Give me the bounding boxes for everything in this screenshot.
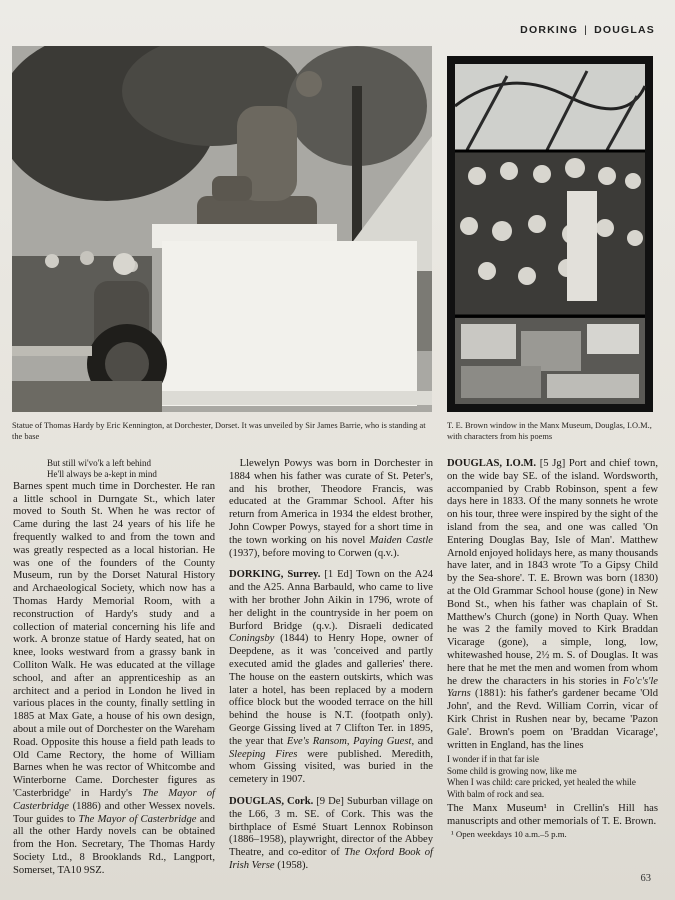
verse-line: When I was child: care pricked, yet healed the while: [447, 777, 636, 788]
photo-caption: Statue of Thomas Hardy by Eric Kennington, at Dorchester, Dorset. It was unveiled by Sir James Barrie, who is standing at the base: [12, 421, 426, 441]
running-header: [520, 24, 655, 36]
header-separator: |: [584, 24, 589, 36]
book-title: Coningsby: [229, 633, 275, 645]
book-title: The Mayor of Casterbridge: [13, 787, 215, 812]
text-run: [5 Jg] Port and chief town, on the wide bay SE. of the island. Wordsworth, accompanied by Crabb Robinson, spent a few days here in 1833. Of the many sonnets he wrote on his tour, three were inspired by the sight of the island from the sea, and one was called 'On Entering Douglas Bay, Isle of Man'. Matthew Arnold enjoyed holidays here, as many thousands have later, and in 1843 wrote 'To a Gipsy Child by the Sea-shore'. T. E. Brown was born (1830) at the Old Grammar School house (gone) in New Bond St., when his father was chaplain of St. Matthew's Church (gone) in North Quay. When he was 2 the family moved to Kirk Braddan Vicarage (gone), a simple, long, low, whitewashed house, 2½ m. S. of Douglas. It was here that he met the men and women from whom he drew the characters in his stories in: [447, 458, 658, 687]
text-run: Barnes spent much time in Dorchester. He ran a little school in Durngate St., which later moved to South St. When he was rector of Came during the last 24 years of his life he frequently walked to and from the town and was greatly respected as a local historian. He was one of the founders of the County Museum, run by the Dorset Natural History and Archaeological Society, which now has a Thomas Hardy Memorial Room, with a reconstruction of Hardy's study and a collection of material concerning his life and work. A bronze statue of Hardy seated, hat on knee, looks westward from a grassy bank in Colliton Walk. He was educated at the village school, and after an apprenticeship as an architect and a period in London he lived in various places in the county, finally settling in 1885 at Max Gate, a house of his own design, about a mile out of Dorchester on the Wareham Road. Opposite this house a field path leads to Old Came Rectory, the home of William Barnes when he was rector of Whitcombe and Winterborne Came. Dorchester figures as 'Casterbridge' in Hardy's: [13, 480, 215, 799]
window-caption: T. E. Brown window in the Manx Museum, Douglas, I.O.M., with characters from his poems: [447, 421, 652, 441]
book-title: Sleeping Fires: [229, 748, 298, 760]
text-run: were published. Meredith, whom Gissing visited, was buried in the cemetery in 1907.: [229, 748, 433, 786]
entry-heading: DOUGLAS, I.O.M.: [447, 458, 537, 469]
text-run: [9 De] Suburban village on the L66, 3 m. SE. of Cork. This was the birthplace of Esmé Stuart Lennox Robinson (1886–1958), playwright, director of the Abbey Theatre, and co-editor of: [229, 795, 433, 859]
page-number: 63: [640, 873, 651, 884]
header-left: DORKING: [520, 24, 579, 36]
entry-heading: DORKING, Surrey.: [229, 569, 321, 581]
book-title: The Oxford Book of Irish Verse: [229, 847, 433, 871]
powys-paragraph: [229, 458, 433, 560]
text-run: Llewelyn Powys was born in Dorchester in 1884 when his father was curate of St. Peter's, and his brother, Theodore Francis, was educated at the Grammar School. After his return from America in 1934 the eldest brother, John Cowper Powys, stayed for a short time in the town working on his novel: [229, 458, 433, 546]
douglas-cork-entry: [229, 796, 433, 873]
dorking-entry: [229, 569, 433, 787]
stained-glass-window: [447, 56, 653, 412]
barnes-paragraph: [13, 481, 215, 878]
verse-line: Some child is growing now, like me: [447, 765, 577, 776]
text-run: (1937), before moving to Corwen (q.v.).: [229, 547, 400, 559]
hardy-statue-photo: [12, 46, 432, 412]
book-title: Paying Guest: [353, 735, 412, 747]
verse-line: With balm of rock and sea.: [447, 788, 545, 799]
text-run: [1 Ed] Town on the A24 and the A25. Anna Barbauld, who came to live with her brother John Aikin in 1796, wrote of her delight in the countryside in her poem on Burford Bridge (q.v.). Disraeli dedicated: [229, 569, 433, 632]
column-2: [229, 458, 433, 873]
text-run: (1881): his father's gardener became 'Old John', and the Revd. William Corrin, vicar of Kirk Christ in Rushen near by, became 'Pazon Gale'. Brown's poem on 'Braddan Vicarage', written in England, has the lines: [447, 688, 658, 751]
column-1: [13, 458, 215, 878]
book-title: Fo'c's'le Yarns: [447, 675, 658, 700]
window-illustration: [447, 56, 653, 412]
museum-paragraph: The Manx Museum¹ in Crellin's Hill has manuscripts and other memorials of T. E. Brown.: [447, 802, 658, 827]
douglas-iom-entry: [447, 458, 658, 752]
column-3: [447, 458, 658, 840]
text-run: ,: [346, 735, 354, 747]
verse-line: He'll always be a-kept in mind: [47, 469, 157, 480]
verse-line: But still wi'vo'k a left behind: [47, 458, 151, 468]
text-run: (1844) to Henry Hope, owner of Deepdene, as it was 'conceived and partly executed amid the glades and galleries' there. The house on the eastern outskirts, which was later a hotel, has been replaced by a modern office block but the wooded terrace on the hill behind the house is N.T. (footpath only). George Gissing lived at 7 Clifton Ter. in 1895, the year that: [229, 633, 433, 747]
text-run: , and: [411, 735, 433, 747]
verse-line: I wonder if in that far isle: [447, 754, 539, 765]
book-title: The Mayor of Casterbridge: [78, 813, 197, 825]
entry-heading: DOUGLAS, Cork.: [229, 795, 314, 807]
footnote: ¹ Open weekdays 10 a.m.–5 p.m.: [451, 828, 567, 839]
book-title: Maiden Castle: [369, 534, 433, 546]
photo-illustration: [12, 46, 432, 412]
header-right: DOUGLAS: [594, 24, 655, 36]
text-run: (1886) and other Wessex novels. Tour guides to: [13, 800, 215, 825]
text-run: and all the other Hardy novels can be obtained from the Hon. Secretary, The Thomas Hardy Society Ltd., 8 Brooklands Rd., Langport, Somerset, TA10 9SZ.: [13, 813, 216, 876]
text-run: (1958).: [274, 859, 309, 871]
book-title: Eve's Ransom: [286, 735, 347, 747]
